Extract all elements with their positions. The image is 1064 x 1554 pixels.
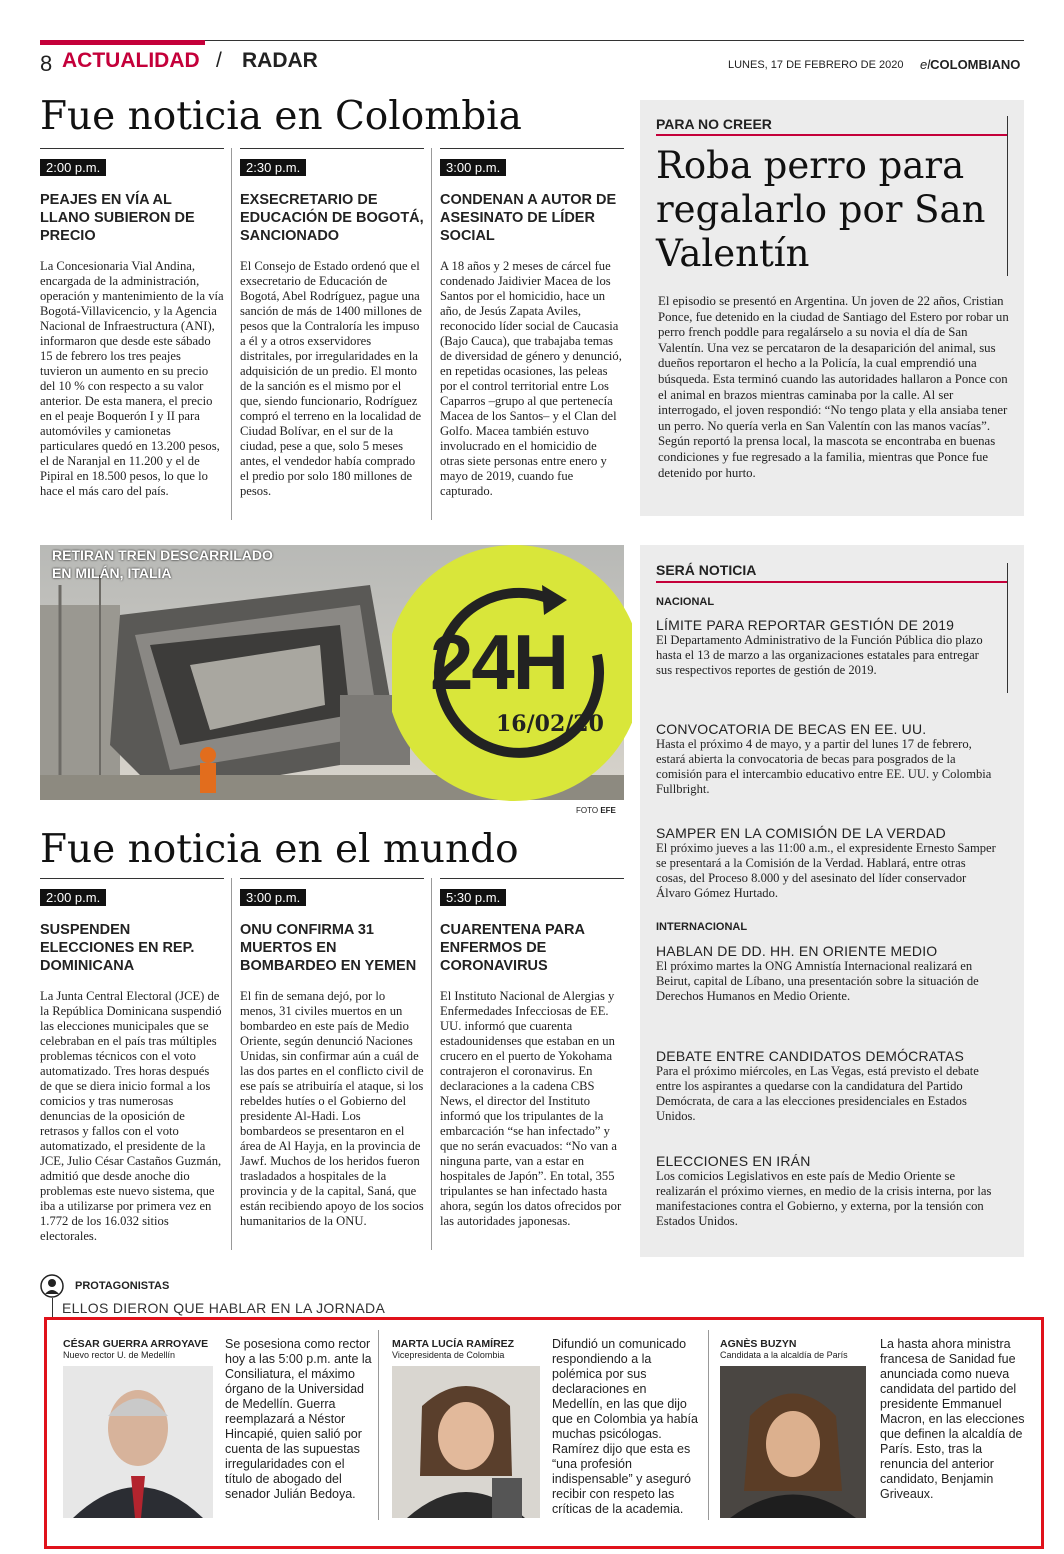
time-badge: 3:00 p.m. [440,159,506,176]
column-divider [231,878,232,1250]
colombia-story-1 [40,148,224,499]
issue-date: LUNES, 17 DE FEBRERO DE 2020 [728,59,904,71]
time-badge: 3:00 p.m. [240,889,306,906]
time-badge: 2:00 p.m. [40,889,106,906]
story-body: La Junta Central Electoral (JCE) de la República Dominicana suspendió las elecciones municipales que se celebraban en el país tras múltiples problemas técnicos con el voto automatizado. Tres horas después de que se diera inicio formal a los comicios y tras numerosas denuncias de la oposición de retrasos y fallos con el voto automatizado, el presidente de la JCE, Julio César Castaños Guzmán, admitió que desde anoche dio problemas este nuevo sistema, que iba a utilizarse por primera vez en 1.772 de los 16.032 sitios electorales. [40,989,222,1243]
header-accent-bar [40,40,205,45]
column-rule [240,878,424,879]
protagonistas-label: PROTAGONISTAS [75,1280,170,1292]
mundo-section-title: Fue noticia en el mundo [40,827,519,872]
story-headline: EXSECRETARIO DE EDUCACIÓN DE BOGOTÁ, SANCIONADO [240,192,424,244]
time-badge: 5:30 p.m. [440,889,506,906]
colombia-section-title: Fue noticia en Colombia [40,94,522,139]
item-title: SAMPER EN LA COMISIÓN DE LA VERDAD [656,825,946,841]
item-body: Hasta el próximo 4 de mayo, y a partir del lunes 17 de febrero, estará abierta la convocatoria de becas para posgrados de la comisión para el intercambio educativo entre EE. UU. y Colombia Fullbright. [656,737,992,796]
protagonist-2 [392,1338,514,1360]
story-body: El Consejo de Estado ordenó que el exsecretario de Educación de Bogotá, Abel Rodríguez, pague una sanción de más de 1400 millones de pesos que la Contraloría les impuso a él y a otros exservidores distritales, por irregularidades en la adquisición de un predio. El monto de la sanción es el mismo por el que, siendo funcionario, Rodríguez compró el terreno en la localidad de Ciudad Bolívar, en el sur de la ciudad, pese a que, solo 5 meses antes, el vendedor había comprado el predio por solo 180 millones de pesos. [240,259,422,498]
label-rule [656,134,1008,136]
internacional-label: INTERNACIONAL [656,921,748,933]
box-vertical-rule [1007,563,1008,693]
protagonist-1 [63,1338,208,1360]
page-number: 8 [40,51,53,76]
protagonist-1-text: Se posesiona como rector hoy a las 5:00 p.m. ante la Consiliatura, el máximo órgano de la Universidad de Medellín. Guerra reemplazará a Néstor Hincapié, quien salió por cuenta de las supuestas irregularidades con el título de abogado del senador Julián Bedoya. [225,1337,372,1501]
column-rule [40,878,224,879]
photo-credit: FOTO EFE [576,806,616,815]
sera-noticia-item [656,1153,996,1229]
protagonist-1-photo [63,1366,213,1518]
story-headline: ONU CONFIRMA 31 MUERTOS EN BOMBARDEO EN YEMEN [240,922,417,974]
item-body: El próximo martes la ONG Amnistía Internacional realizará en Beirut, capital de Líbano, una presentación sobre la situación de Derechos Humanos en Medio Oriente. [656,959,979,1003]
section-separator: / [216,49,222,72]
story-headline: PEAJES EN VÍA AL LLANO SUBIERON DE PRECIO [40,192,195,244]
mundo-story-3 [440,878,624,1229]
item-title: LÍMITE PARA REPORTAR GESTIÓN DE 2019 [656,617,955,633]
label-rule [656,581,1008,583]
24h-badge-text: 24H [430,618,568,706]
section-name: ACTUALIDAD [62,49,200,72]
item-title: DEBATE ENTRE CANDIDATOS DEMÓCRATAS [656,1048,965,1064]
story-body: A 18 años y 2 meses de cárcel fue condenado Jaidivier Macea de los Santos por el homicidio, hace un año, de Jesús Zapata Aviles, reconocido líder social de Caucasia (Bajo Cauca), que trabajaba temas de diversidad de género y denunció, en repetidas ocasiones, las peleas por el control territorial entre Los Caparros –grupo al que pertenecía Macea de los Santos– y el Clan del Golfo. Macea también estuvo involucrado en el homicidio de otras siete personas entre enero y mayo de 2019, cuando fue capturado. [440,259,622,498]
column-rule [240,148,424,149]
sera-noticia-item [656,825,996,901]
item-title: CONVOCATORIA DE BECAS EN EE. UU. [656,721,927,737]
column-divider [431,148,432,520]
protagonist-name: MARTA LUCÍA RAMÍREZ [392,1338,515,1350]
item-body: El Departamento Administrativo de la Función Pública dio plazo hasta el 13 de marzo a las organizaciones estatales para entregar sus respectivos reportes de gestión de 2019. [656,633,983,677]
subsection-name: RADAR [242,49,318,72]
24h-badge [392,545,632,801]
mundo-story-1 [40,878,224,1244]
sera-noticia-box [640,545,1024,1257]
column-rule [440,878,624,879]
24h-badge-date: 16/02/20 [496,711,604,737]
protagonist-role: Vicepresidenta de Colombia [392,1350,505,1360]
para-no-creer-title: Roba perro para regalarlo por San Valentín [656,144,986,275]
sera-noticia-item [656,721,996,797]
column-rule [440,148,624,149]
nacional-label: NACIONAL [656,596,715,608]
sera-noticia-item [656,943,996,1004]
photo-caption: RETIRAN TREN DESCARRILADO EN MILÁN, ITALIA [52,547,273,581]
protagonist-name: CÉSAR GUERRA ARROYAVE [63,1338,209,1350]
column-divider [708,1330,709,1520]
protagonist-2-photo [392,1366,540,1518]
sera-noticia-label: SERÁ NOTICIA [656,562,757,578]
sera-noticia-item [656,1048,996,1124]
column-divider [431,878,432,1250]
sera-noticia-item [656,617,996,678]
protagonistas-subtitle: ELLOS DIERON QUE HABLAR EN LA JORNADA [62,1300,386,1316]
item-title: HABLAN DE DD. HH. EN ORIENTE MEDIO [656,943,938,959]
time-badge: 2:30 p.m. [240,159,306,176]
column-divider [231,148,232,520]
protagonist-name: AGNÈS BUZYN [720,1338,797,1350]
protagonist-role: Nuevo rector U. de Medellín [63,1350,176,1360]
para-no-creer-body: El episodio se presentó en Argentina. Un joven de 22 años, Cristian Ponce, fue detenido en la ciudad de Santiago del Estero por robar un perro french poddle para regalárselo a su novia el día de San Valentín. Una vez se percataron de la desaparición del animal, sus dueños reportaron el hecho a la Policía, la cual emprendió una búsqueda. Esta terminó cuando las autoridades hallaron a Ponce con el animal en brazos mientras caminaba por la calle. Al ser interrogado, el joven respondió: “No tengo plata y ella ansiaba tener un perro. No quería verla en San Valentín con las manos vacías”. Según reportó la prensa local, la mascota se encontraba en buenas condiciones y fue regresado a la familia, mientras que Ponce fue detenido por hurto. [658,294,1009,480]
item-body: El próximo jueves a las 11:00 a.m., el expresidente Ernesto Samper se presentará a la Comisión de la Verdad. Hablará, entre otras cosas, del Proceso 8.000 y del asesinato del líder conservador Álvaro Gómez Hurtado. [656,841,996,900]
protagonist-2-text: Difundió un comunicado respondiendo a la polémica por sus declaraciones en Medellín, en las que dijo que en Colombia ya había muchas psicólogas. Ramírez dijo que esta es “una profesión indispensable” y aseguró recibir con respeto las críticas de la academia. [552,1337,698,1516]
column-rule [40,148,224,149]
protagonist-3-text: La hasta ahora ministra francesa de Sanidad fue anunciada como nueva candidata del partido del presidente Emmanuel Macron, en las elecciones que definen la alcaldía de París. Esto, tras la renuncia del anterior candidato, Benjamin Griveaux. [880,1337,1025,1501]
item-body: Los comicios Legislativos en este país de Medio Oriente se realizarán el próximo viernes, en medio de la crisis interna, por las manifestaciones contra el Gobierno, y externa, por la tensión con Estados Unidos. [656,1169,992,1228]
mundo-story-2 [240,878,424,1229]
story-headline: CONDENAN A AUTOR DE ASESINATO DE LÍDER SOCIAL [440,192,617,244]
para-no-creer-box [640,100,1024,516]
story-body: El Instituto Nacional de Alergias y Enfermedades Infecciosas de EE. UU. informó que cuarenta estadounidenses que estaban en un crucero en el puerto de Yokohama contrajeron el coronavirus. En declaraciones a la cadena CBS News, el director del Instituto informó que los tripulantes de la embarcación “se han infectado” y que no serán evacuados: “No van a ninguna parte, van a estar en hospitales de Japón”. En total, 355 tripulantes se han infectado hasta ahora, según los datos ofrecidos por las autoridades japonesas. [440,989,622,1228]
protagonist-3 [720,1338,848,1360]
para-no-creer-label: PARA NO CREER [656,116,772,132]
colombia-story-3 [440,148,624,499]
colombia-story-2 [240,148,424,499]
story-body: La Concesionaria Vial Andina, encargada de la administración, operación y mantenimiento de la vía Bogotá-Villavicencio, y la Agencia Nacional de Infraestructura (ANI), informaron que desde este sábado 15 de febrero los tres peajes tuvieron un aumento en su precio del 10 % con respecto a su valor anterior. De esta manera, el precio en el peaje Boquerón I y II para automóviles y camionetas particulares quedó en 13.200 pesos, el de Naranjal en 11.200 y el de Pipiral en 18.500 pesos, lo que lo hace el más caro del país. [40,259,224,498]
box-vertical-rule [1007,116,1008,276]
protagonist-role: Candidata a la alcaldía de París [720,1350,848,1360]
story-headline: SUSPENDEN ELECCIONES EN REP. DOMINICANA [40,922,195,974]
column-divider [378,1330,379,1520]
newspaper-logo: elCOLOMBIANO [920,57,1021,72]
time-badge: 2:00 p.m. [40,159,106,176]
story-body: El fin de semana dejó, por lo menos, 31 civiles muertos en un bombardeo en este país de Medio Oriente, según denunció Naciones Unidas, sin confirmar aún a cuál de las dos partes en el conflicto civil de ese país se atribuiría el ataque, si los rebeldes hutíes o el Gobierno del presidente Al-Hadi. Los bombardeos se presentaron en el área de Al Hayja, en la provincia de Jawf. Muchos de los heridos fueron trasladados a hospitales de la provincia y de la capital, Saná, que están recibiendo apoyo de los socios humanitarios de la ONU. [240,989,424,1228]
item-body: Para el próximo miércoles, en Las Vegas, está previsto el debate entre los aspirantes a quedarse con la candidatura del Partido Demócrata, de cara a las elecciones presidenciales en Estados Unidos. [656,1064,979,1123]
story-headline: CUARENTENA PARA ENFERMOS DE CORONAVIRUS [440,922,585,974]
item-title: ELECCIONES EN IRÁN [656,1153,811,1169]
protagonist-3-photo [720,1366,866,1518]
